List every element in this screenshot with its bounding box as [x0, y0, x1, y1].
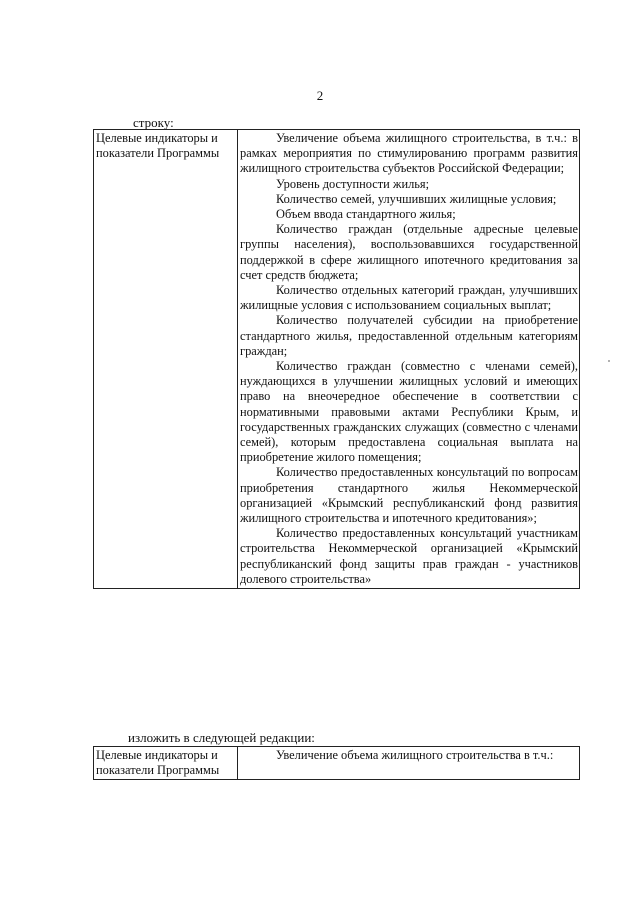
indicator-paragraph: Количество предоставленных консультаций участникам строительства Некоммерческой организацией «Крымский республиканский фонд защиты прав граждан - участников долевого строительства» [240, 526, 578, 586]
table-row [94, 130, 580, 589]
indicator-paragraph: Количество получателей субсидии на приобретение стандартного жилья, предоставленной отдельным категориям граждан; [240, 313, 578, 358]
indicator-paragraph: Уровень доступности жилья; [276, 176, 430, 191]
indicator-paragraph: Количество граждан (отдельные адресные целевые группы населения), воспользовавшихся государственной поддержкой в сфере жилищного ипотечного кредитования за счет средств бюджета; [240, 222, 578, 282]
row-label-cell: Целевые индикаторы и показатели Программы [94, 130, 238, 589]
indicator-paragraph: Количество граждан (совместно с членами семей), нуждающихся в улучшении жилищных условий и имеющих право на внеочередное обеспечение в соответствии с нормативными правовыми актами Республики Крым, и государственных гражданских служащих (совместно с членами семей), которым предоставлена социальная выплата на приобретение жилого помещения; [240, 359, 578, 465]
intro-text-old: строку: [133, 115, 174, 130]
scan-speck [608, 360, 610, 362]
row-value-cell [238, 747, 580, 780]
indicator-paragraph: Увеличение объема жилищного строительства в т.ч.: [276, 748, 554, 762]
indicators-table-new [93, 746, 580, 780]
indicator-paragraph: Количество семей, улучшивших жилищные условия; [276, 191, 557, 206]
row-value-cell [238, 130, 580, 589]
table-row [94, 747, 580, 780]
indicators-table-old [93, 129, 580, 589]
indicator-paragraph: Объем ввода стандартного жилья; [276, 207, 456, 222]
indicator-paragraph: Количество предоставленных консультаций по вопросам приобретения стандартного жилья Некоммерческой организацией «Крымский республиканский фонд развития жилищного строительства и ипотечного кредитования»; [240, 465, 578, 526]
page-number: 2 [316, 88, 324, 103]
intro-text-new: изложить в следующей редакции: [128, 730, 315, 745]
row-label-cell: Целевые индикаторы и показатели Программы [94, 747, 238, 780]
indicator-paragraph: Увеличение объема жилищного строительства, в т.ч.: в рамках мероприятия по стимулированию программ развития жилищного строительства субъектов Российской Федерации; [240, 131, 578, 176]
indicator-paragraph: Количество отдельных категорий граждан, улучшивших жилищные условия с использованием социальных выплат; [240, 283, 578, 313]
